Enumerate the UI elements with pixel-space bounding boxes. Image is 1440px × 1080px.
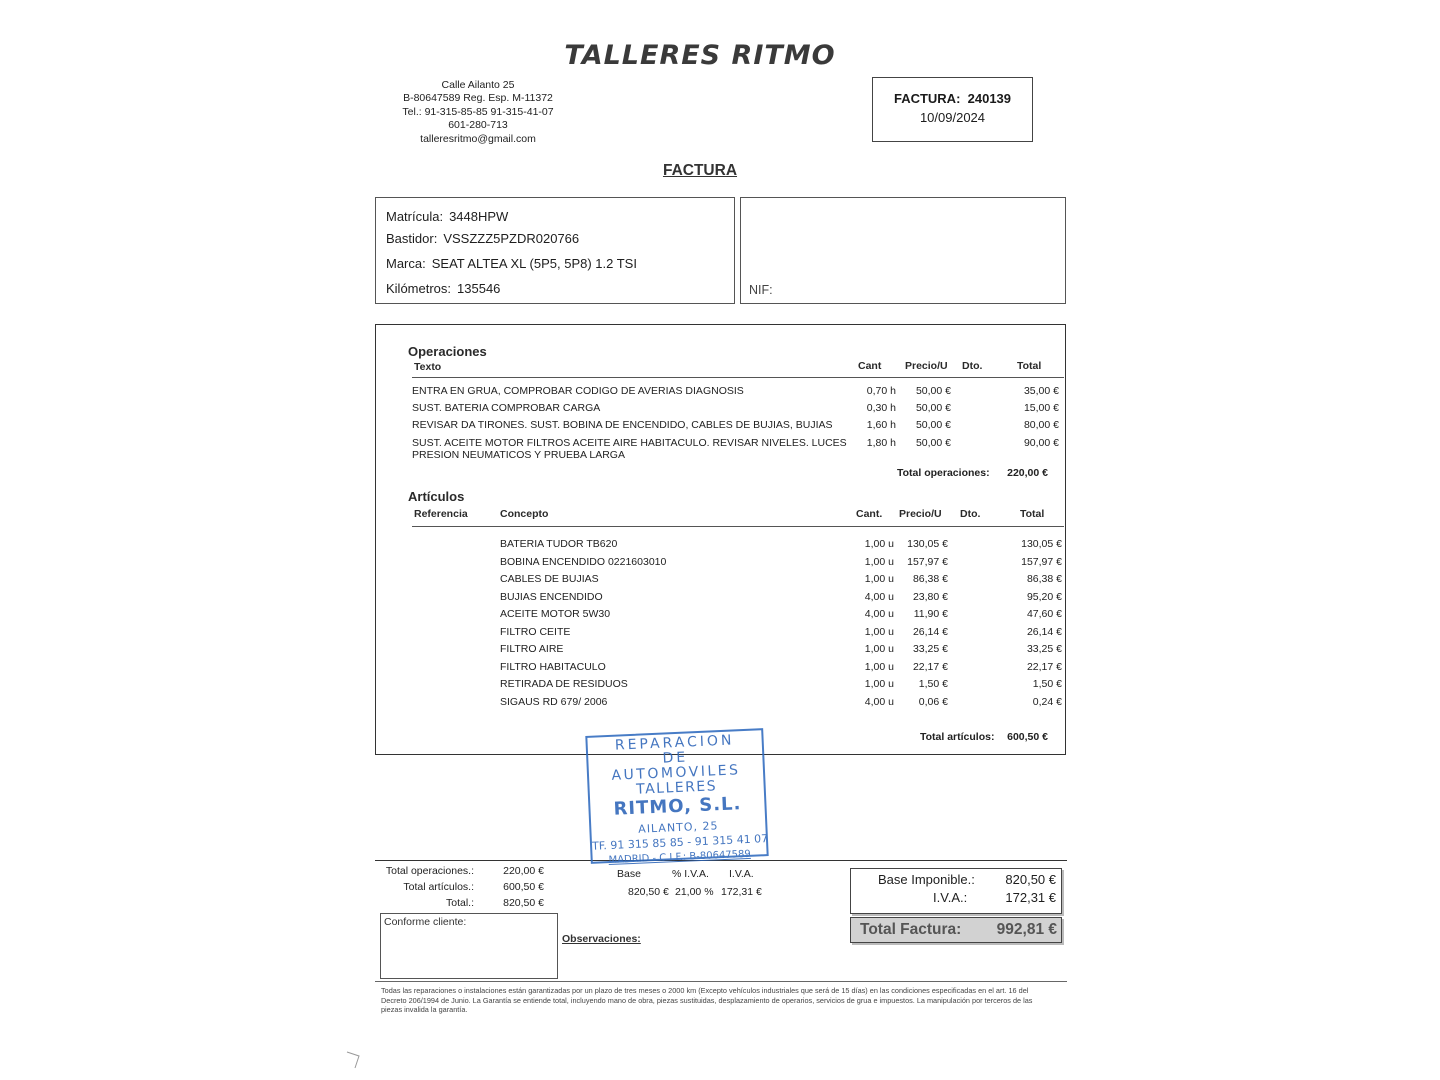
vin-label: Bastidor: [386, 231, 438, 246]
operation-text: REVISAR DA TIRONES. SUST. BOBINA DE ENCENDIDO, CABLES DE BUJIAS, BUJIAS [412, 419, 833, 431]
grand-total-box [850, 917, 1062, 943]
brand-label: Marca: [386, 256, 426, 271]
legal-text: Todas las reparaciones o instalaciones están garantizadas por un plazo de tres meses o 2000 km (Excepto vehículos industriales que será de 15 días) en las condiciones especificadas en el art. 16 del Decreto 206/1994 de Junio. La Garantía se entiende total, incluyendo mano de obra, piezas sustituidas, desplazamiento de operarios, servicios de grua e impuestos. La manipulación por terceros de las piezas invalida la garantía. [381, 986, 1033, 1015]
article-qty: 1,00 u [864, 643, 894, 655]
article-concept: CABLES DE BUJIAS [500, 573, 599, 585]
operations-title: Operaciones [408, 344, 487, 359]
article-qty: 1,00 u [864, 660, 894, 673]
km-label: Kilómetros: [386, 281, 452, 296]
article-total: 33,25 € [1026, 643, 1062, 655]
article-price: 130,05 € [907, 538, 948, 550]
article-qty: 1,00 u [864, 678, 894, 690]
company-email: talleresritmo@gmail.com [420, 132, 536, 145]
stamp-line-3: AUTOMOVILES [611, 762, 741, 784]
article-total: 26,14 € [1026, 625, 1062, 638]
op-header-price: Precio/U [905, 360, 948, 372]
article-price: 26,14 € [912, 625, 948, 638]
art-header-line [412, 526, 1064, 527]
brand-row [386, 256, 637, 271]
total-articles-label: Total artículos: [920, 731, 995, 743]
article-price: 86,38 € [912, 573, 948, 585]
stamp-line-6: AILANTO, 25 [637, 819, 719, 836]
op-header-disc: Dto. [962, 360, 983, 372]
conforme-label: Conforme cliente: [384, 916, 467, 928]
grand-total-label: Total Factura: [860, 921, 962, 938]
company-info [388, 79, 568, 146]
invoice-date: 10/09/2024 [919, 110, 986, 125]
km-row [386, 281, 500, 296]
article-concept: ACEITE MOTOR 5W30 [500, 608, 611, 620]
article-total: 157,97 € [1021, 555, 1062, 568]
operation-price: 50,00 € [915, 419, 951, 431]
stamp-line-2: DE [662, 749, 689, 767]
invoice-number-box [872, 77, 1033, 142]
summary-ops-label: Total operaciones.: [385, 865, 474, 877]
article-price: 22,17 € [912, 660, 948, 673]
operation-text: ENTRA EN GRUA, COMPROBAR CODIGO DE AVERIAS DIAGNOSIS [412, 385, 744, 397]
scan-mark-icon [345, 1048, 367, 1070]
total-operations-label: Total operaciones: [897, 467, 990, 479]
op-header-total: Total [1017, 360, 1042, 372]
iva-label: I.V.A.: [933, 890, 968, 905]
art-header-qty: Cant. [856, 508, 883, 520]
client-signature-box [380, 913, 558, 979]
grand-total-value: 992,81 € [996, 921, 1057, 938]
client-info-box [740, 197, 1066, 304]
base-imponible-label: Base Imponible.: [878, 872, 975, 887]
article-concept: RETIRADA DE RESIDUOS [500, 678, 628, 690]
plate-label: Matrícula: [386, 209, 444, 224]
nif-label: NIF: [749, 283, 773, 297]
operation-price: 50,00 € [915, 385, 951, 397]
company-name: TALLERES RITMO [564, 40, 836, 71]
article-total: 130,05 € [1021, 538, 1062, 550]
art-header-disc: Dto. [960, 508, 981, 520]
footer-divider [375, 981, 1067, 982]
operation-qty: 1,60 h [866, 419, 896, 431]
operation-total: 80,00 € [1023, 419, 1059, 431]
lines-box [375, 324, 1066, 755]
articles-title: Artículos [408, 489, 465, 504]
article-qty: 1,00 u [864, 573, 894, 585]
article-price: 1,50 € [918, 678, 948, 690]
art-header-concept: Concepto [500, 508, 549, 520]
summary-arts-value: 600,50 € [503, 881, 544, 893]
tax-base-value: 820,50 € [628, 886, 669, 898]
document-title: FACTURA [662, 162, 738, 179]
operation-total: 35,00 € [1023, 385, 1059, 397]
operation-text: SUST. BATERIA COMPROBAR CARGA [412, 402, 601, 414]
art-header-total: Total [1020, 508, 1045, 520]
article-price: 23,80 € [912, 590, 948, 603]
invoice-number: 240139 [967, 91, 1012, 106]
vehicle-info-box [375, 197, 735, 304]
stamp-line-1: REPARACION [614, 732, 735, 754]
article-total: 47,60 € [1026, 608, 1062, 620]
article-qty: 4,00 u [864, 608, 894, 620]
tax-pct-value: 21,00 % [675, 886, 714, 898]
article-concept: BATERIA TUDOR TB620 [500, 538, 618, 550]
tax-pct-header: % I.V.A. [672, 868, 709, 880]
article-concept: FILTRO AIRE [500, 643, 564, 655]
operation-qty: 0,70 h [866, 385, 896, 397]
article-total: 86,38 € [1026, 573, 1062, 585]
plate-value: 3448HPW [449, 209, 509, 224]
article-qty: 1,00 u [864, 538, 894, 550]
summary-arts-label: Total artículos.: [403, 881, 474, 893]
plate-row [386, 209, 508, 224]
article-concept: BOBINA ENCENDIDO 0221603010 [500, 555, 667, 568]
stamp-line-4: TALLERES [635, 778, 718, 798]
summary-total-value: 820,50 € [503, 897, 544, 909]
summary-total-label: Total.: [445, 897, 474, 909]
operation-qty: 0,30 h [866, 402, 896, 414]
article-total: 1,50 € [1032, 678, 1062, 690]
article-concept: FILTRO HABITACULO [500, 660, 606, 673]
op-header-text: Texto [414, 361, 442, 373]
article-concept: FILTRO CEITE [500, 625, 571, 638]
article-price: 33,25 € [912, 643, 948, 655]
op-header-line [412, 377, 1064, 378]
operation-total: 15,00 € [1023, 402, 1059, 414]
article-qty: 4,00 u [864, 590, 894, 603]
stamp-line-7: TF. 91 315 85 85 - 91 315 41 07 [591, 832, 769, 853]
operation-qty: 1,80 h [866, 437, 896, 449]
article-total: 22,17 € [1026, 660, 1062, 673]
base-imponible-value: 820,50 € [1005, 872, 1056, 887]
tax-iva-value: 172,31 € [721, 886, 762, 898]
operation-price: 50,00 € [915, 437, 951, 449]
tax-iva-header: I.V.A. [729, 868, 754, 880]
art-header-price: Precio/U [899, 508, 942, 520]
op-header-qty: Cant [858, 360, 882, 372]
tax-base-header: Base [617, 868, 641, 880]
article-qty: 1,00 u [864, 625, 894, 638]
stamp-line-8: MADRID - C.I.F.: B-80647589 [608, 848, 751, 867]
iva-value: 172,31 € [1005, 890, 1056, 905]
company-registry: B-80647589 Reg. Esp. M-11372 [403, 92, 553, 105]
company-phones: Tel.: 91-315-85-85 91-315-41-07 [402, 105, 554, 118]
observaciones-label: Observaciones: [562, 933, 641, 945]
totals-box [850, 868, 1062, 914]
stamp-line-5: RITMO, S.L. [613, 793, 742, 820]
km-value: 135546 [457, 281, 501, 296]
operation-total: 90,00 € [1023, 437, 1059, 449]
article-price: 11,90 € [913, 608, 948, 620]
article-price: 0,06 € [918, 695, 948, 708]
operation-price: 50,00 € [915, 402, 951, 414]
invoice-label: FACTURA: [893, 91, 961, 106]
vin-row [386, 231, 579, 246]
summary-ops-value: 220,00 € [503, 865, 544, 877]
art-header-ref: Referencia [414, 508, 468, 520]
operation-text: SUST. ACEITE MOTOR FILTROS ACEITE AIRE HABITACULO. REVISAR NIVELES. LUCES PRESION NEUMATICOS Y PRUEBA LARGA [412, 437, 847, 461]
article-concept: SIGAUS RD 679/ 2006 [500, 695, 608, 708]
vin-value: VSSZZZ5PZDR020766 [443, 231, 580, 246]
article-qty: 1,00 u [864, 555, 894, 568]
article-total: 0,24 € [1032, 695, 1062, 708]
article-concept: BUJIAS ENCENDIDO [500, 590, 603, 603]
brand-value: SEAT ALTEA XL (5P5, 5P8) 1.2 TSI [431, 256, 637, 271]
article-total: 95,20 € [1026, 590, 1062, 603]
company-stamp [585, 728, 769, 867]
article-qty: 4,00 u [864, 695, 894, 708]
total-operations-value: 220,00 € [1007, 467, 1048, 479]
total-articles-value: 600,50 € [1007, 731, 1048, 743]
article-price: 157,97 € [907, 555, 948, 568]
company-address: Calle Ailanto 25 [441, 79, 515, 91]
company-mobile: 601-280-713 [448, 119, 508, 132]
